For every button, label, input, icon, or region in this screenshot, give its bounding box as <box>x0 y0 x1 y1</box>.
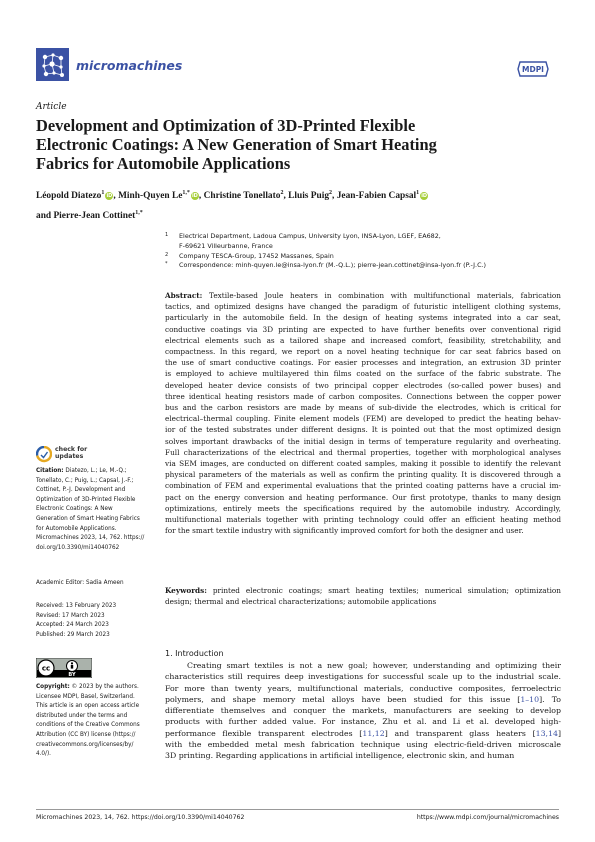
date-line: Revised: 17 March 2023 <box>36 612 105 619</box>
author-list <box>36 185 556 225</box>
copyright-text[interactable]: Attribution (CC BY) license (https:// <box>36 731 136 738</box>
introduction-text <box>165 660 561 762</box>
intro-text: characteristics still requires deep investigations for successful scale up to the industrial scale. <box>165 672 561 682</box>
citation-line <box>36 505 158 515</box>
by-icon: BY <box>68 672 76 678</box>
citation-text: Optimization of 3D-Printed Flexible <box>36 496 136 503</box>
affiliations <box>165 232 565 271</box>
citation-block <box>36 467 158 553</box>
intro-line <box>165 728 561 739</box>
intro-line <box>165 739 561 750</box>
citation-line <box>36 525 158 535</box>
citation-line <box>36 486 158 496</box>
footer-journal-url[interactable]: https://www.mdpi.com/journal/micromachines <box>416 814 559 821</box>
abstract-line <box>165 335 561 346</box>
title-line: Development and Optimization of 3D-Printed Flexible <box>36 116 416 135</box>
date-line: Accepted: 24 March 2023 <box>36 622 109 629</box>
abstract-text: the use of smart conductive coatings. For easier processes and integration, an extrusion 3D printer <box>165 358 561 368</box>
publication-dates <box>36 602 116 640</box>
abstract-text: Full characterizations of the electrical and thermal properties, together with morphological analyses <box>165 447 561 457</box>
abstract-line <box>165 380 561 391</box>
cc-icon: cc <box>41 664 51 673</box>
copyright-line <box>36 741 156 751</box>
abstract-line <box>165 436 561 447</box>
cc-by-license-badge[interactable] <box>36 658 92 678</box>
intro-line <box>165 750 561 761</box>
author-name[interactable]: , Jean-Fabien Capsal <box>332 191 417 202</box>
copyright-line <box>36 693 156 703</box>
affiliation-text: Correspondence: minh-quyen.le@insa-lyon.fr (M.-Q.L.); pierre-jean.cottinet@insa-lyon.fr (P.-J.C.) <box>179 261 487 270</box>
journal-logo <box>36 48 69 81</box>
abstract-line <box>165 346 561 357</box>
citation-text[interactable]: doi.org/10.3390/mi14040762 <box>36 544 120 551</box>
reference-link[interactable]: 13,14 <box>535 728 558 738</box>
abstract-text: physical parameters of the materials as well as confirm the printing quality. It is discovered through a <box>165 470 561 480</box>
citation-line <box>36 544 158 554</box>
intro-line <box>165 705 561 716</box>
intro-text: polymers, and shape memory metal alloys have been studied for this issue [ <box>165 694 521 704</box>
reference-link[interactable]: 1–10 <box>520 694 540 704</box>
abstract-text: three identical heating resistors made of carbon composites. Connections between the copper power <box>165 391 561 401</box>
author-affiliation-mark: 2 <box>280 190 284 196</box>
intro-line <box>165 683 561 694</box>
citation-line <box>36 534 158 544</box>
copyright-text: Licensee MDPI, Basel, Switzerland. <box>36 693 135 700</box>
intro-text: ] and transparent glass heaters [ <box>384 728 536 738</box>
orcid-icon[interactable]: iD <box>191 193 198 200</box>
citation-text: Diatezo, L.; Le, M.-Q.; <box>63 468 127 474</box>
citation-text: Electronic Coatings: A New <box>36 506 113 513</box>
abstract-line <box>165 458 561 469</box>
copyright-line <box>36 721 156 731</box>
copyright-line <box>36 731 156 741</box>
citation-line <box>36 515 158 525</box>
author-line <box>36 205 556 225</box>
abstract-text: bus and the carbon resistors are made by means of sub-divide the electrodes, which is critical for <box>165 403 561 413</box>
intro-text: 3D printing. Regarding applications in artificial intelligence, electronic skin, and human <box>165 751 515 761</box>
citation-text: Generation of Smart Heating Fabrics <box>36 515 140 522</box>
orcid-icon[interactable]: iD <box>106 193 113 200</box>
author-name[interactable]: and Pierre-Jean Cottinet <box>36 211 136 222</box>
abstract-line <box>165 324 561 335</box>
mdpi-logo <box>517 60 549 78</box>
abstract-line <box>165 312 561 323</box>
footer-divider <box>36 809 559 810</box>
citation-line <box>36 496 158 506</box>
check-for-updates-button[interactable] <box>36 445 116 467</box>
abstract-text: is employed to achieve multilayered thin films coated on the surface of the fabric substrate. The <box>165 369 561 379</box>
intro-text: products with further added value. For instance, Zhu et al. and Li et al. developed high- <box>165 717 561 727</box>
abstract-line <box>165 480 561 491</box>
check-updates-icon <box>36 446 52 464</box>
abstract-text: compactness. In this regard, we report on a novel heating technique for car seat fabrics based on <box>165 347 561 357</box>
intro-text: Creating smart textiles is not a new goal; however, understanding and optimizing their <box>187 661 561 670</box>
author-affiliation-mark: 1 <box>101 190 105 196</box>
author-line <box>36 185 556 205</box>
author-name[interactable]: , Minh-Quyen Le <box>113 191 183 202</box>
abstract-line <box>165 413 561 424</box>
author-name[interactable]: Léopold Diatezo <box>36 191 102 202</box>
copyright-line <box>36 712 156 722</box>
affiliation-number: 1 <box>165 232 169 238</box>
orcid-icon[interactable]: iD <box>421 193 428 200</box>
intro-line <box>165 671 561 682</box>
author-affiliation-mark: 2 <box>329 190 333 196</box>
intro-text: ]. To <box>539 694 561 704</box>
abstract-line <box>165 503 561 514</box>
affiliation-text: F-69621 Villeurbanne, France <box>179 241 273 250</box>
abstract-text: electrical–thermal coupling. Finite element models (FEM) are developed to predict the heating behav- <box>165 414 561 424</box>
abstract-line <box>165 469 561 480</box>
affiliation-text: Electrical Department, Ladoua Campus, University Lyon, INSA-Lyon, LGEF, EA682, <box>179 232 441 240</box>
abstract-text: electrical elements such as a tailored shape and increased comfort, feasibility, stretchability, and <box>165 335 561 345</box>
citation-line <box>36 467 158 477</box>
mdpi-logo-text: MDPI <box>522 65 544 75</box>
author-name[interactable]: , Lluis Puig <box>283 191 330 202</box>
intro-line <box>165 660 561 671</box>
abstract-text: pact on the energy conversion and heating performance. Our first prototype, thanks to many design <box>165 492 561 502</box>
article-title <box>36 116 526 173</box>
abstract-text: optimizations, entirely meets the specifications required by the automobile industry. Accordingly, <box>165 503 561 513</box>
copyright-text[interactable]: 4.0/). <box>36 751 51 758</box>
abstract-line <box>165 424 561 435</box>
abstract-line <box>165 301 561 312</box>
abstract-text: for the smart textile industry with significantly improved comfort for both the designer and user. <box>165 526 524 536</box>
intro-text: For more than twenty years, multifunctional materials, conductive composites, ferroelectric <box>165 683 561 693</box>
abstract-text: developed heater device consists of two principal copper electrodes (so-called power buses) and <box>165 380 561 390</box>
abstract-label: Abstract: <box>165 291 203 300</box>
abstract-line <box>165 447 561 458</box>
abstract-line <box>165 368 561 379</box>
abstract-text: particularly in the automobile field. In the design of heating systems integrated into a car seat, <box>165 313 561 323</box>
date-line: Published: 29 March 2023 <box>36 631 110 638</box>
citation-text: Tonellato, C.; Puig, L.; Capsal, J.-F.; <box>36 477 134 484</box>
abstract-line <box>165 402 561 413</box>
copyright-text: conditions of the Creative Commons <box>36 722 140 729</box>
reference-link[interactable]: 11,12 <box>362 728 385 738</box>
intro-text: with the embedded metal mesh fabrication technique using electric-field-driven microscale <box>165 740 561 750</box>
copyright-text: distributed under the terms and <box>36 712 128 719</box>
title-line: Electronic Coatings: A New Generation of Smart Heating <box>36 135 437 154</box>
abstract-line <box>165 525 561 536</box>
check-updates-line: updates <box>55 453 84 461</box>
abstract-line <box>165 492 561 503</box>
affiliation-line <box>165 232 565 242</box>
footer-citation-text[interactable]: Micromachines 2023, 14, 762. https://doi.org/10.3390/mi14040762 <box>36 814 245 821</box>
copyright-text: © 2023 by the authors. <box>69 684 139 690</box>
keywords-text: printed electronic coatings; smart heating textiles; numerical simulation; optimization <box>212 586 561 595</box>
abstract-text: conductive coatings via 3D printing are expected to have further benefits over conventional rigid <box>165 324 561 334</box>
article-type: Article <box>36 102 67 112</box>
abstract-line <box>165 357 561 368</box>
keywords-text: design; thermal and electrical characterizations; automobile applications <box>165 597 437 607</box>
abstract-text: solves important drawbacks of the initial design in terms of temperature regularity and overheating. <box>165 436 561 446</box>
copyright-line <box>36 750 156 760</box>
keywords-line <box>165 596 561 607</box>
abstract-text: ior of the tested substrates under different designs. It is pointed out that the most optimized design <box>165 425 561 435</box>
intro-line <box>165 716 561 727</box>
abstract-text: Textile-based Joule heaters in combination with multifunctional materials, fabrication <box>209 291 561 300</box>
academic-editor: Academic Editor: Sadia Ameen <box>36 580 124 586</box>
abstract-line <box>165 514 561 525</box>
keywords-line <box>165 585 561 596</box>
copyright-label: Copyright: <box>36 684 70 690</box>
abstract-line <box>165 290 561 301</box>
citation-label: Citation: <box>36 468 64 474</box>
citation-text[interactable]: Micromachines 2023, 14, 762. https:// <box>36 535 145 542</box>
affiliation-number: 2 <box>165 251 169 258</box>
section-heading: 1. Introduction <box>165 649 224 658</box>
citation-text: Cottinet, P.-J. Development and <box>36 487 126 494</box>
footer-citation <box>36 814 244 821</box>
copyright-line <box>36 683 156 693</box>
author-name[interactable]: , Christine Tonellato <box>198 191 281 202</box>
abstract <box>165 290 561 536</box>
copyright-text: This article is an open access article <box>36 703 140 710</box>
abstract-text: multifunctional materials together with printing technology could offer an efficient heating method <box>165 515 561 525</box>
date-line: Received: 13 February 2023 <box>36 603 117 609</box>
author-affiliation-mark: 1,* <box>182 190 190 196</box>
intro-text: performance flexible transparent electrodes [ <box>165 728 363 738</box>
author-affiliation-mark: 1,* <box>135 210 143 217</box>
citation-line <box>36 477 158 487</box>
keywords <box>165 585 561 607</box>
abstract-text: tactics, and optimized designs have changed the paradigm of futuristic intelligent clothing systems, <box>165 302 561 312</box>
abstract-text: via SEM images, are conducted on different coated samples, making it possible to identify the relevant <box>165 459 561 469</box>
copyright-block <box>36 683 156 760</box>
affiliation-line <box>165 242 565 252</box>
author-affiliation-mark: 1 <box>416 190 420 196</box>
journal-name: micromachines <box>76 58 183 73</box>
intro-line <box>165 694 561 705</box>
check-updates-line: check for <box>55 446 88 453</box>
citation-text: for Automobile Applications. <box>36 525 117 532</box>
intro-text: ] <box>557 728 561 738</box>
intro-text: differentiate themselves and conquer the markets, manufacturers are seeking to develop <box>165 706 561 716</box>
copyright-text[interactable]: creativecommons.org/licenses/by/ <box>36 741 134 748</box>
affiliation-line <box>165 261 565 271</box>
copyright-line <box>36 702 156 712</box>
keywords-label: Keywords: <box>165 586 207 595</box>
affiliation-line <box>165 252 565 262</box>
abstract-text: combination of FEM and experimental evaluations that the printed coating patterns have a crucial im- <box>165 481 561 491</box>
affiliation-number: * <box>165 261 168 268</box>
abstract-line <box>165 391 561 402</box>
title-line: Fabrics for Automobile Applications <box>36 154 291 173</box>
affiliation-text: Company TESCA-Group, 17452 Massanes, Spain <box>179 251 334 260</box>
